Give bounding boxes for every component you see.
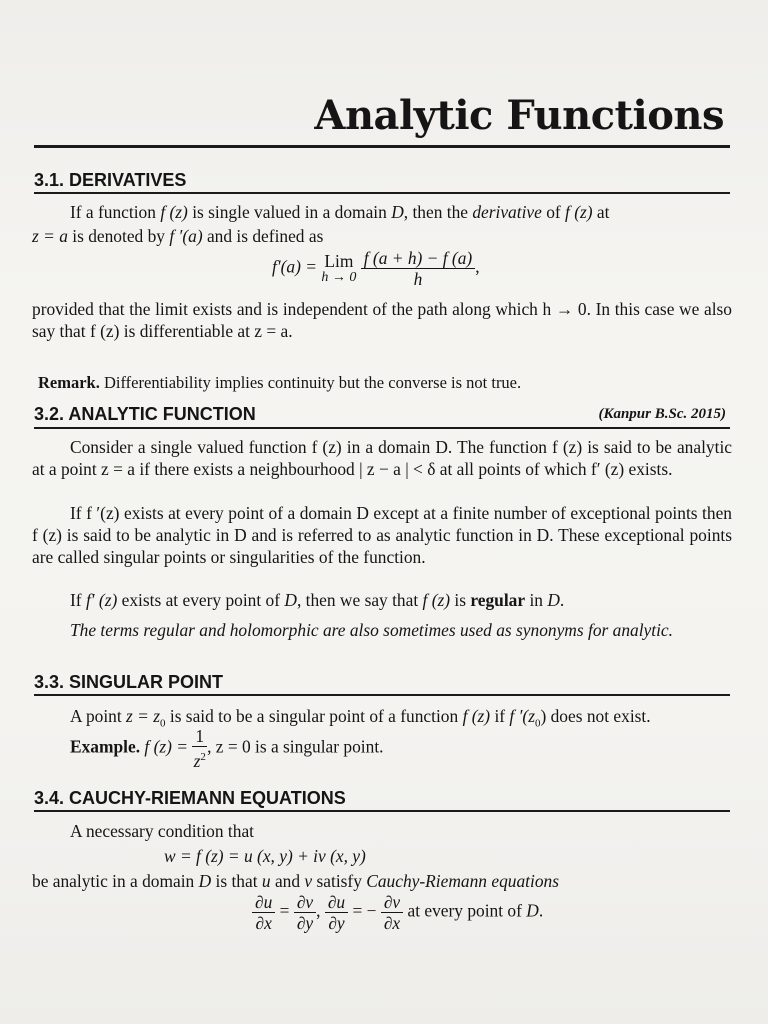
- paragraph-line: If a function f (z) is single valued in a domain D, then the derivative of f (z) at: [70, 202, 610, 222]
- section-title: ANALYTIC FUNCTION: [68, 404, 256, 424]
- remark: Remark. Differentiability implies continuity but the converse is not true.: [38, 373, 522, 392]
- section-heading-singular-point: [34, 672, 730, 693]
- section-title: CAUCHY-RIEMANN EQUATIONS: [69, 788, 346, 808]
- section-rule: [34, 810, 730, 812]
- limit-operator: Lim h → 0: [321, 250, 357, 285]
- complex-function-equation: w = f (z) = u (x, y) + iv (x, y): [164, 846, 366, 866]
- section-rule: [34, 427, 730, 429]
- section-title: SINGULAR POINT: [69, 672, 224, 692]
- section-number: 3.3.: [34, 672, 65, 692]
- paragraph: If f ′(z) exists at every point of a domain D except at a finite number of exceptional points then f (z) is said to be analytic in D and is referred to as analytic function in D. These exceptional points are called singular points or singularities of the function.: [32, 503, 732, 567]
- paragraph: The terms regular and holomorphic are also sometimes used as synonyms for analytic.: [70, 620, 673, 640]
- paragraph-line: If f′ (z) exists at every point of D, then we say that f (z) is regular in D.: [70, 590, 565, 610]
- section-number: 3.2.: [34, 404, 65, 424]
- paragraph-line: be analytic in a domain D is that u and v satisfy Cauchy-Riemann equations: [32, 871, 559, 891]
- section-heading-derivatives: [34, 170, 730, 191]
- exam-source: (Kanpur B.Sc. 2015): [598, 406, 726, 422]
- paragraph: provided that the limit exists and is independent of the path along which h → 0. In this case we also say that f (z) is differentiable at z = a.: [32, 299, 732, 341]
- title-rule: [34, 145, 730, 148]
- example: Example. f (z) = $\frac{1}{z^2}$ , z = 0 is a singular point.: [70, 726, 384, 771]
- cauchy-riemann-equations: $\frac{\partial u}{\partial x}$ = $\frac{\partial v}{\partial y}$ , $\frac{\partial u}{\partial y}$ = − $\frac{\partial v}{\partial x}$ at every point of D.: [252, 892, 543, 933]
- section-heading-cauchy-riemann: [34, 788, 730, 809]
- section-number: 3.1.: [34, 170, 65, 190]
- derivative-fraction: $\frac{f (a + h) - f (a)}{h}$: [361, 248, 475, 289]
- paragraph-line: A point $z = z_0$ is said to be a singular point of a function f (z) if f $'(z_0)$ does not exist.: [70, 706, 651, 730]
- section-heading-analytic-function: [34, 404, 730, 425]
- section-rule: [34, 694, 730, 696]
- section-number: 3.4.: [34, 788, 65, 808]
- paragraph-line: A necessary condition that: [70, 821, 255, 841]
- derivative-equation: f′(a) = Lim h → 0 $\frac{f (a + h) - f (a)}{h}$ ,: [272, 248, 480, 289]
- section-title: DERIVATIVES: [69, 170, 187, 190]
- paragraph: Consider a single valued function f (z) in a domain D. The function f (z) is said to be analytic at a point z = a if there exists a neighbourhood | z − a | < δ at all points of which f′ (z) exists.: [32, 437, 732, 479]
- paragraph-line: z = a is denoted by f ′(a) and is defined as: [32, 226, 324, 246]
- chapter-title: Analytic Functions: [314, 92, 724, 139]
- section-rule: [34, 192, 730, 194]
- example-fraction: $\frac{1}{z^2}$: [193, 726, 206, 771]
